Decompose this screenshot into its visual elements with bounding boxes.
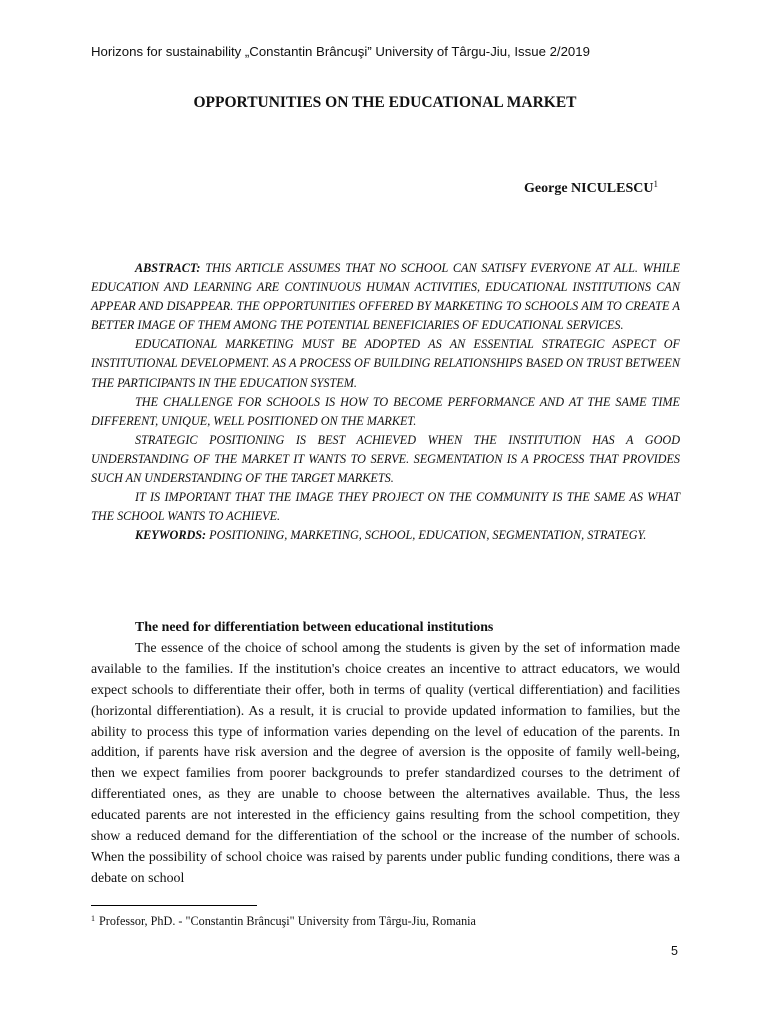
- footnote-divider: [91, 905, 257, 906]
- footnote-text: Professor, PhD. - "Constantin Brâncuşi" University from Târgu-Jiu, Romania: [99, 914, 476, 928]
- footnote-mark: 1: [91, 914, 95, 923]
- running-header: Horizons for sustainability „Constantin Brâncuşi” University of Târgu-Jiu, Issue 2/2019: [91, 44, 590, 59]
- abstract-paragraph: THE CHALLENGE FOR SCHOOLS IS HOW TO BECOME PERFORMANCE AND AT THE SAME TIME DIFFERENT, UNIQUE, WELL POSITIONED ON THE MARKET.: [91, 394, 680, 428]
- keywords: KEYWORDS: POSITIONING, MARKETING, SCHOOL, EDUCATION, SEGMENTATION, STRATEGY.: [135, 528, 647, 543]
- body-section: [91, 618, 680, 890]
- abstract-paragraph: EDUCATIONAL MARKETING MUST BE ADOPTED AS AN ESSENTIAL STRATEGIC ASPECT OF INSTITUTIONAL DEVELOPMENT. AS A PROCESS OF BUILDING RELATIONSHIPS BASED ON TRUST BETWEEN THE PARTICIPANTS IN THE EDUCATION SYSTEM.: [91, 337, 680, 390]
- section-heading: The need for differentiation between educational institutions: [135, 620, 494, 635]
- abstract-label: ABSTRACT:: [135, 261, 201, 275]
- footnote: [91, 914, 691, 929]
- author-name: George NICULESCU: [524, 181, 654, 196]
- abstract-paragraph: IT IS IMPORTANT THAT THE IMAGE THEY PROJECT ON THE COMMUNITY IS THE SAME AS WHAT THE SCHOOL WANTS TO ACHIEVE.: [91, 490, 680, 524]
- abstract: [91, 259, 680, 545]
- page-number: 5: [671, 944, 678, 958]
- article-title: OPPORTUNITIES ON THE EDUCATIONAL MARKET: [193, 94, 577, 111]
- abstract-paragraph: STRATEGIC POSITIONING IS BEST ACHIEVED WHEN THE INSTITUTION HAS A GOOD UNDERSTANDING OF THE MARKET IT WANTS TO SERVE. SEGMENTATION IS A PROCESS THAT PROVIDES SUCH AN UNDERSTANDING OF THE TARGET MARKETS.: [91, 432, 680, 486]
- body-paragraph: The essence of the choice of school among the students is given by the set of information made available to the families. If the institution's choice creates an incentive to attract educators, we would expect schools to differentiate their offer, both in terms of quality (vertical differentiation) and facilities (horizontal differentiation). As a result, it is crucial to provide updated information to families, but the ability to process this type of information varies depending on the level of education of the parents. In addition, if parents have risk aversion and the degree of aversion is the opposite of family well-being, then we expect families from poorer backgrounds to prefer standardized courses to the detriment of differentiated ones, as they are unable to choose between the alternatives available. Thus, the less educated parents are not interested in the efficiency gains resulting from the school competition, they show a reduced demand for the differentiation of the school or the increase of the number of schools. When the possibility of school choice was raised by parents under public funding conditions, there was a debate on school: [91, 640, 680, 886]
- author-line: [524, 179, 658, 197]
- author-footnote-mark[interactable]: 1: [653, 179, 658, 189]
- keywords-label: KEYWORDS:: [135, 528, 207, 543]
- abstract-paragraph: ABSTRACT: THIS ARTICLE ASSUMES THAT NO SCHOOL CAN SATISFY EVERYONE AT ALL. WHILE EDUCATION AND LEARNING ARE CONTINUOUS HUMAN ACTIVITIES, EDUCATIONAL INSTITUTIONS CAN APPEAR AND DISAPPEAR. THE OPPORTUNITIES OFFERED BY MARKETING TO SCHOOLS AIM TO CREATE A BETTER IMAGE OF THEM AMONG THE POTENTIAL BENEFICIARIES OF EDUCATIONAL SERVICES.: [91, 261, 680, 333]
